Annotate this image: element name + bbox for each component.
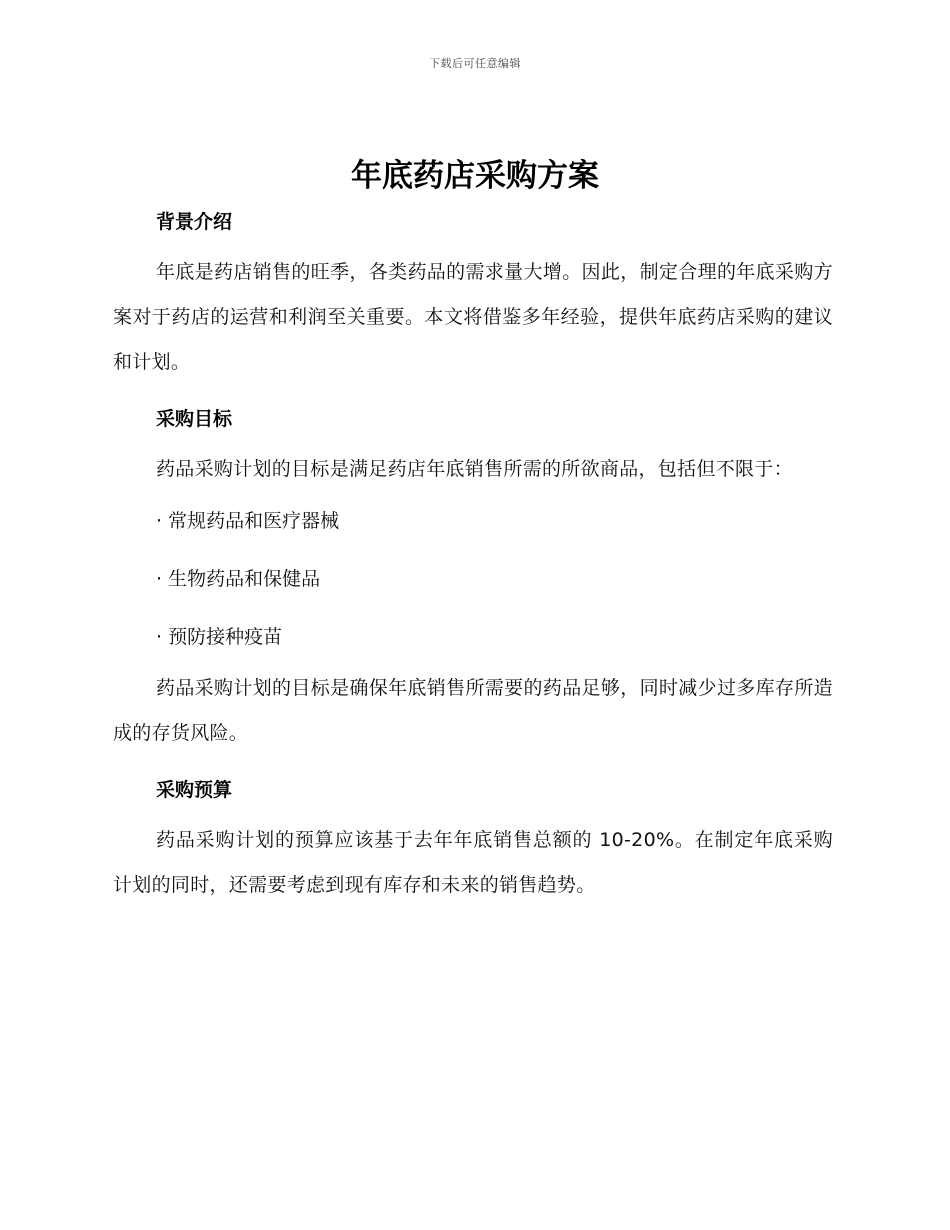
document-body [113, 200, 833, 908]
list-item: · 预防接种疫苗 [156, 626, 283, 648]
goals-bullet-list [113, 492, 833, 666]
budget-paragraph: 药品采购计划的预算应该基于去年年底销售总额的 10-20%。在制定年底采购计划的同时，还需要考虑到现有库存和未来的销售趋势。 [113, 829, 833, 896]
list-item: · 常规药品和医疗器械 [156, 510, 340, 532]
document-title: 年底药店采购方案 [351, 158, 599, 194]
section-purchase-budget [113, 774, 833, 908]
section-heading-background: 背景介绍 [156, 211, 233, 233]
section-background [113, 206, 833, 385]
header-note: 下载后可任意编辑 [429, 57, 521, 70]
section-heading-budget: 采购预算 [156, 779, 233, 801]
section-purchase-goals [113, 403, 833, 756]
section-heading-goals: 采购目标 [156, 408, 233, 430]
background-paragraph: 年底是药店销售的旺季，各类药品的需求量大增。因此，制定合理的年底采购方案对于药店的运营和利润至关重要。本文将借鉴多年经验，提供年底药店采购的建议和计划。 [113, 261, 833, 373]
goals-intro-paragraph: 药品采购计划的目标是满足药店年底销售所需的所欲商品，包括但不限于： [156, 458, 793, 480]
list-item: · 生物药品和保健品 [156, 568, 321, 590]
goals-closing-paragraph: 药品采购计划的目标是确保年底销售所需要的药品足够，同时减少过多库存所造成的存货风险。 [113, 677, 833, 744]
